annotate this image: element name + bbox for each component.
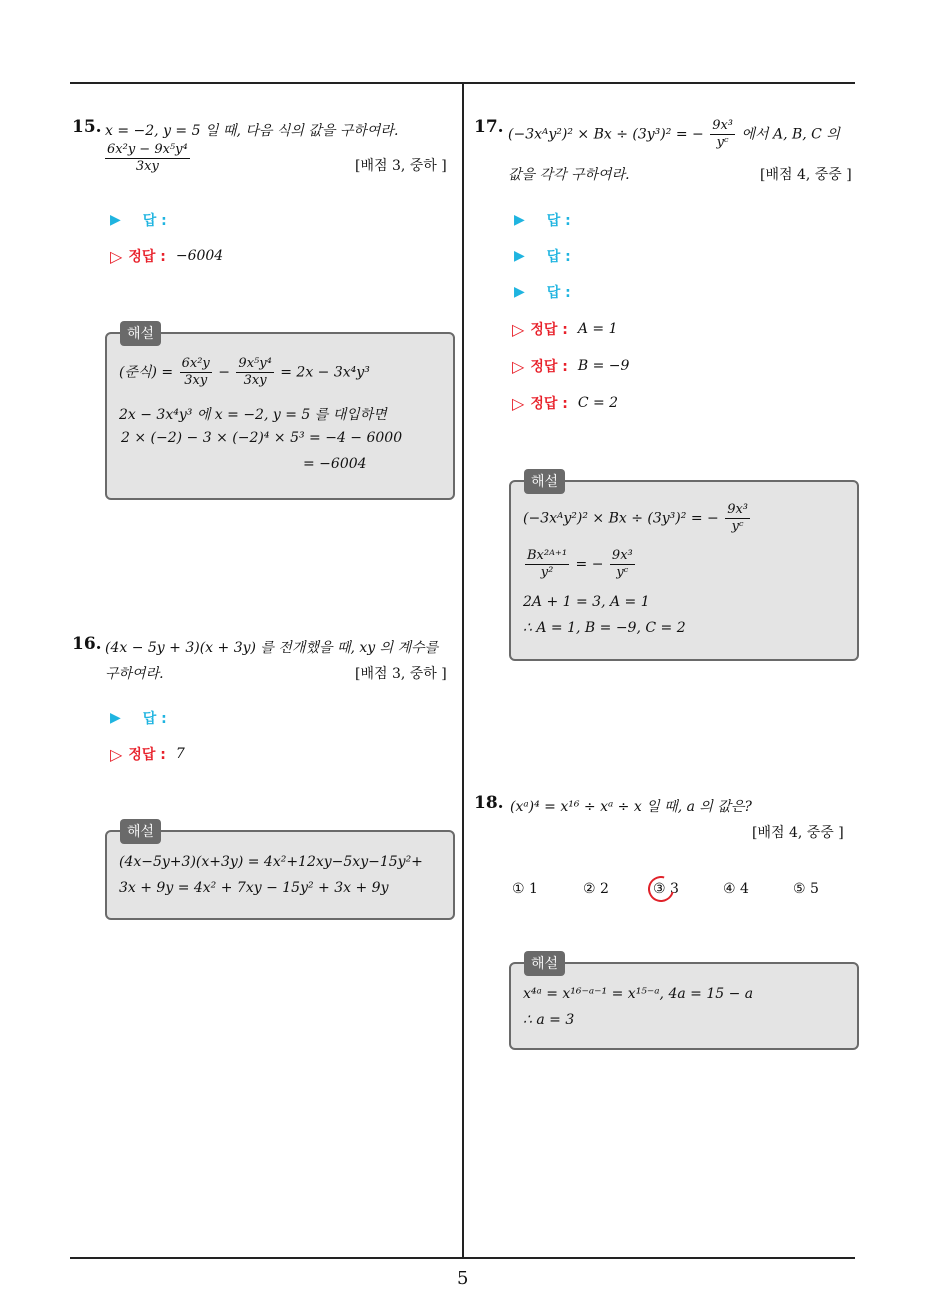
correct-value: 7 bbox=[175, 746, 185, 762]
q18-number: 18. bbox=[474, 793, 504, 813]
q15-expression bbox=[103, 142, 192, 175]
correct-value: B = −9 bbox=[577, 358, 630, 374]
column-divider bbox=[462, 82, 464, 1258]
q16-text2: 구하여라. bbox=[105, 666, 164, 682]
q15-solution-box bbox=[105, 332, 455, 500]
correct-label: 정답 : bbox=[530, 359, 568, 375]
q15-frac-den: 3xy bbox=[135, 159, 159, 174]
answer-label: 답 : bbox=[546, 249, 571, 265]
q18-choice-4[interactable]: ④ 4 bbox=[723, 881, 749, 897]
q16-solution-tag: 해설 bbox=[120, 819, 161, 844]
q15-sol-line2: 2x − 3x⁴y³ 에 x = −2, y = 5 를 대입하면 bbox=[119, 407, 387, 423]
answer-triangle-icon: ▶ bbox=[110, 212, 121, 228]
correct-triangle-icon: ▷ bbox=[110, 246, 123, 266]
answer-triangle-icon: ▶ bbox=[514, 212, 525, 228]
answer-label: 답 : bbox=[546, 285, 571, 301]
q18-choice-5[interactable]: ⑤ 5 bbox=[793, 881, 819, 897]
answer-label: 답 : bbox=[546, 213, 571, 229]
q17-sol-line3: 2A + 1 = 3, A = 1 bbox=[523, 594, 650, 610]
q17-text: (−3xᴬy²)² × Bx ÷ (3y³)² = − $\frac{\text{9x³}}{\text{yᶜ}}$ 에서 A, B, C 의 bbox=[508, 118, 840, 150]
q15-sol-line3: 2 × (−2) − 3 × (−2)⁴ × 5³ = −4 − 6000 bbox=[121, 430, 403, 446]
q18-choice-2[interactable]: ② 2 bbox=[583, 881, 609, 897]
q16-correct-line bbox=[110, 744, 185, 764]
q18-sol-line2: ∴ a = 3 bbox=[523, 1012, 575, 1028]
q15-frac-num: 6x²y − 9x⁵y⁴ bbox=[107, 142, 188, 157]
q16-meta: [배점 3, 중하 ] bbox=[355, 666, 447, 682]
correct-label: 정답 : bbox=[530, 322, 568, 338]
correct-triangle-icon: ▷ bbox=[512, 356, 525, 376]
q17-meta: [배점 4, 중중 ] bbox=[760, 167, 852, 183]
q15-number: 15. bbox=[72, 117, 102, 137]
correct-triangle-icon: ▷ bbox=[512, 319, 525, 339]
answer-label: 답 : bbox=[142, 213, 167, 229]
correct-label: 정답 : bbox=[128, 249, 166, 265]
q16-sol-line1: (4x−5y+3)(x+3y) = 4x²+12xy−5xy−15y²+ bbox=[119, 854, 423, 870]
q16-text: (4x − 5y + 3)(x + 3y) 를 전개했을 때, xy 의 계수를 bbox=[105, 640, 439, 656]
q15-text: x = −2, y = 5 일 때, 다음 식의 값을 구하여라. bbox=[105, 123, 399, 139]
q16-sol-line2: 3x + 9y = 4x² + 7xy − 15y² + 3x + 9y bbox=[119, 880, 389, 896]
correct-label: 정답 : bbox=[128, 747, 166, 763]
answer-label: 답 : bbox=[142, 711, 167, 727]
q17-correct-line-3 bbox=[512, 393, 618, 413]
q18-choice-3[interactable]: ③ 3 bbox=[653, 881, 679, 897]
q17-solution-box bbox=[509, 480, 859, 661]
q17-sol-line4: ∴ A = 1, B = −9, C = 2 bbox=[523, 620, 686, 636]
q17-correct-line-1 bbox=[512, 319, 618, 339]
q15-answer-line[interactable] bbox=[110, 210, 167, 230]
q17-answer-line-3[interactable] bbox=[514, 282, 571, 302]
correct-value: −6004 bbox=[175, 248, 224, 264]
q15-meta: [배점 3, 중하 ] bbox=[355, 158, 447, 174]
q17-answer-line-2[interactable] bbox=[514, 246, 571, 266]
q18-solution-tag: 해설 bbox=[524, 951, 565, 976]
answer-triangle-icon: ▶ bbox=[514, 284, 525, 300]
correct-value: A = 1 bbox=[577, 321, 618, 337]
q15-sol-line4: = −6004 bbox=[303, 456, 367, 472]
q17-sol-line2: $\frac{\text{Bx²ᴬ⁺¹}}{\text{y²}}$ = − $\frac{\text{9x³}}{\text{yᶜ}}$ bbox=[527, 548, 633, 580]
q16-answer-line[interactable] bbox=[110, 708, 167, 728]
q17-sol-line1: (−3xᴬy²)² × Bx ÷ (3y³)² = − $\frac{\text{9x³}}{\text{yᶜ}}$ bbox=[523, 502, 749, 534]
selected-circle-icon bbox=[643, 871, 679, 907]
q18-text: (xᵃ)⁴ = x¹⁶ ÷ xᵃ ÷ x 일 때, a 의 값은? bbox=[510, 799, 752, 815]
q17-text2: 값을 각각 구하여라. bbox=[508, 167, 630, 183]
q15-correct-line bbox=[110, 246, 223, 266]
q18-meta: [배점 4, 중중 ] bbox=[752, 825, 844, 841]
answer-triangle-icon: ▶ bbox=[110, 710, 121, 726]
q17-solution-tag: 해설 bbox=[524, 469, 565, 494]
q16-number: 16. bbox=[72, 634, 102, 654]
q18-choice-1[interactable]: ① 1 bbox=[512, 881, 538, 897]
correct-value: C = 2 bbox=[577, 395, 619, 411]
correct-triangle-icon: ▷ bbox=[512, 393, 525, 413]
q17-answer-line-1[interactable] bbox=[514, 210, 571, 230]
page-number: 5 bbox=[457, 1268, 469, 1289]
q18-sol-line1: x⁴ᵃ = x¹⁶⁻ᵃ⁻¹ = x¹⁵⁻ᵃ, 4a = 15 − a bbox=[523, 986, 754, 1002]
correct-label: 정답 : bbox=[530, 396, 568, 412]
correct-triangle-icon: ▷ bbox=[110, 744, 123, 764]
q15-sol-line1: (준식) = $\frac{\text{6x²y}}{3xy}$ − $\frac{\text{9x⁵y⁴}}{3xy}$ = 2x − 3x⁴y³ bbox=[119, 356, 370, 388]
q17-number: 17. bbox=[474, 117, 504, 137]
q17-correct-line-2 bbox=[512, 356, 629, 376]
q15-solution-tag: 해설 bbox=[120, 321, 161, 346]
answer-triangle-icon: ▶ bbox=[514, 248, 525, 264]
